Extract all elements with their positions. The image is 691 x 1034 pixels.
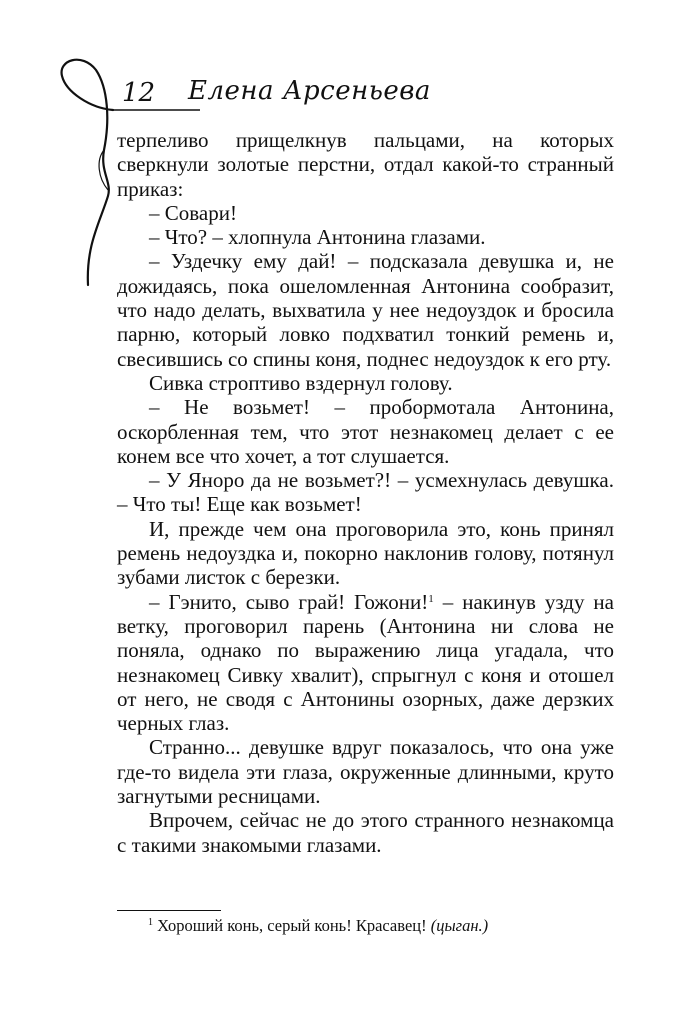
running-header <box>118 68 431 112</box>
author-name: Елена Арсеньева <box>188 76 431 106</box>
footnote <box>148 915 608 937</box>
paragraph: Впрочем, сейчас не до этого странного незнакомца с такими знакомыми глазами. <box>117 808 614 857</box>
paragraph: терпеливо прищелкнув пальцами, на которых сверкнули золотые перстни, отдал какой-то странный приказ: <box>117 128 614 201</box>
page-number: 12 <box>122 78 156 108</box>
paragraph: – У Яноро да не возьмет?! – усмехнулась девушка. – Что ты! Еще как возьмет! <box>117 468 614 517</box>
paragraph-text: – накинув узду на ветку, проговорил парень (Антонина ни слова не поняла, однако по выражению лица угадала, что незнакомец Сивку хвалит), спрыгнул с коня и отошел от него, не сводя с Антонины озорных, даже дерзких черных глаз. <box>117 589 614 736</box>
paragraph: Странно... девушке вдруг показалось, что она уже где-то видела эти глаза, окруженные длинными, круто загнутыми ресницами. <box>117 735 614 809</box>
footnote-text: Хороший конь, серый конь! Красавец! <box>157 916 427 935</box>
paragraph-text: – Гэнито, сыво грай! Гожони! <box>149 589 429 614</box>
main-text <box>117 128 614 857</box>
paragraph: – Уздечку ему дай! – подсказала девушка и, не дожидаясь, пока ошеломленная Антонина сообразит, что надо делать, выхватила у нее недоуздок и бросила парню, который ловко подхватил тонкий ремень и, свесившись со спины коня, поднес недоуздок к его рту. <box>117 249 614 371</box>
footnote-divider <box>117 910 221 911</box>
paragraph: – Совари! <box>149 200 237 225</box>
paragraph: И, прежде чем она проговорила это, конь принял ремень недоуздка и, покорно наклонив голову, потянул зубами листок с березки. <box>117 516 614 590</box>
paragraph-with-footnote <box>117 590 614 736</box>
footnote-marker: 1 <box>148 917 153 928</box>
paragraph: – Не возьмет! – пробормотала Антонина, оскорбленная тем, что этот незнакомец делает с ее конем все что хочет, а тот слушается. <box>117 395 614 468</box>
footnote-reference: 1 <box>428 592 434 605</box>
paragraph: Сивка строптиво вздернул голову. <box>149 370 453 395</box>
paragraph: – Что? – хлопнула Антонина глазами. <box>149 225 486 250</box>
footnote-language: (цыган.) <box>430 916 489 935</box>
